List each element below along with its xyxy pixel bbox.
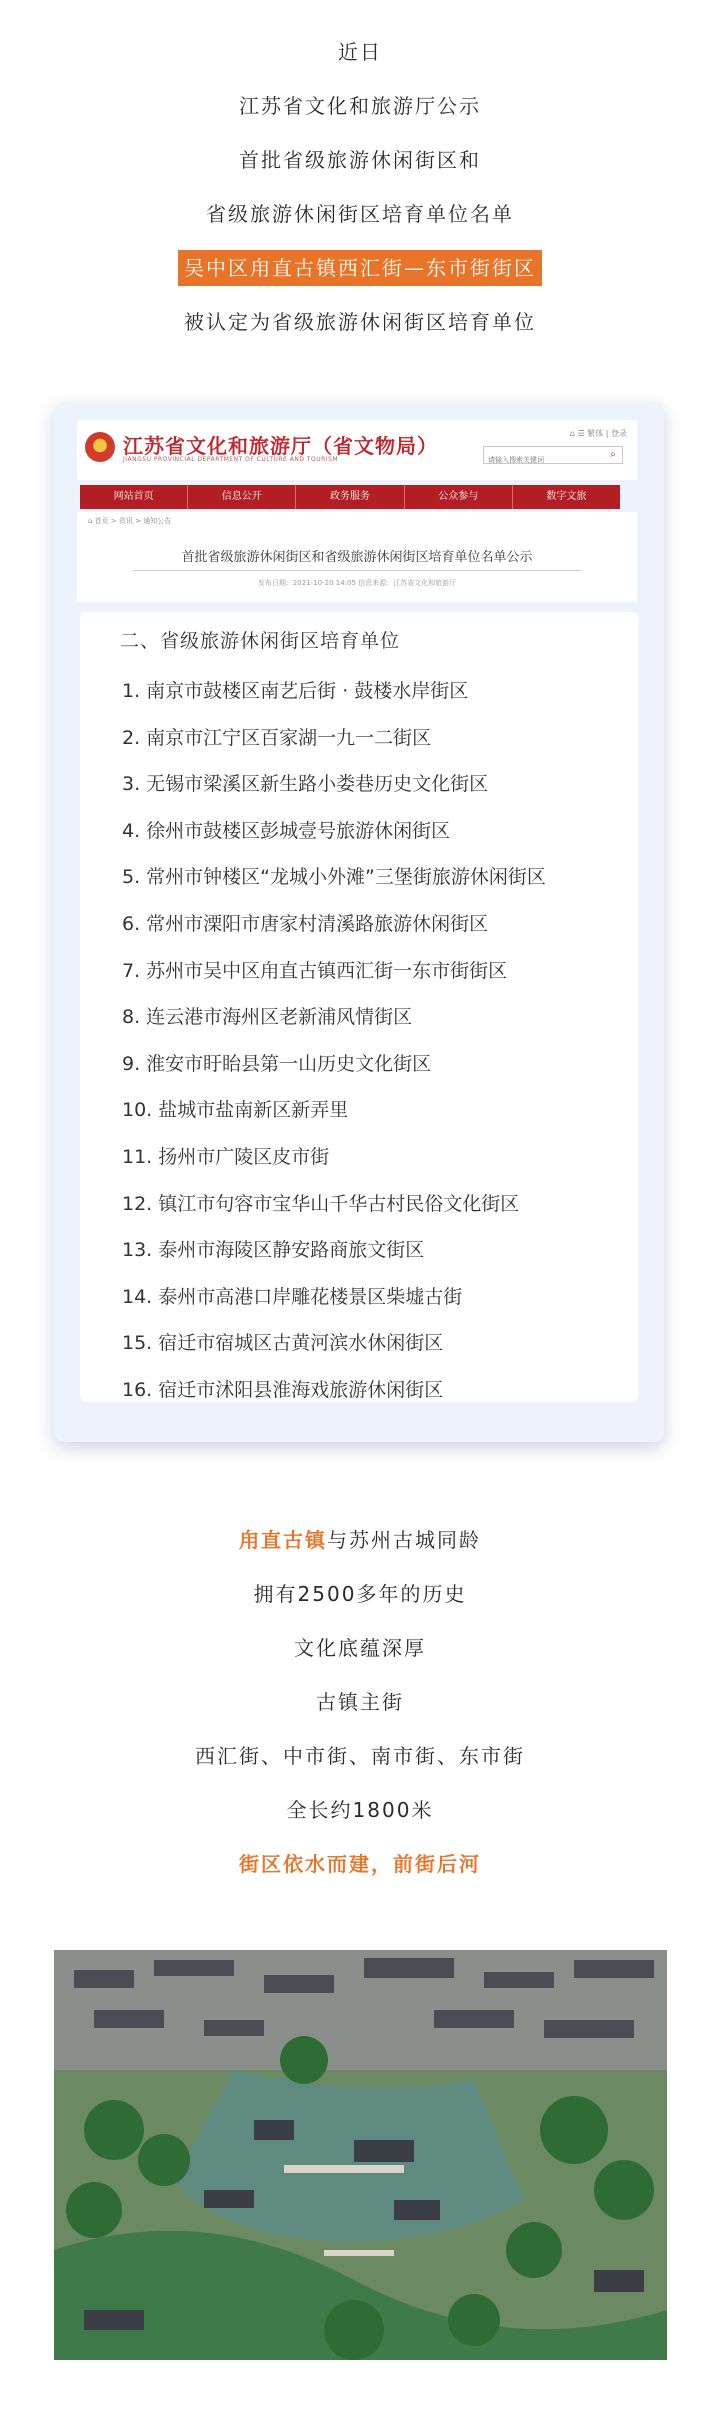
list-item: 3. 无锡市梁溪区新生路小娄巷历史文化街区: [122, 773, 489, 796]
list-item: 16. 宿迁市沭阳县淮海戏旅游休闲街区: [122, 1378, 444, 1401]
breadcrumb[interactable]: ⌂ 首页 > 资讯 > 通知公告: [88, 517, 172, 525]
intro-line: 首批省级旅游休闲街区和: [239, 148, 481, 172]
intro-line: 被认定为省级旅游休闲街区培育单位: [184, 310, 536, 334]
list-item: 14. 泰州市高港口岸雕花楼景区柴墟古街: [122, 1285, 463, 1308]
list-item: 6. 常州市溧阳市唐家村清溪路旅游休闲街区: [122, 912, 489, 935]
divider: [133, 570, 581, 571]
site-search-box[interactable]: [483, 446, 623, 464]
highlight-text: 吴中区甪直古镇西汇街—东市街街区: [178, 250, 542, 286]
outro-line: 文化底蕴深厚: [294, 1636, 426, 1660]
outro-line: [0, 1518, 720, 1572]
list-item: 5. 常州市钟楼区“龙城小外滩”三堡街旅游休闲街区: [122, 866, 546, 889]
list-item: 15. 宿迁市宿城区古黄河滨水休闲街区: [122, 1332, 444, 1355]
nav-item-home[interactable]: 网站首页: [80, 485, 188, 509]
list-item: 10. 盐城市盐南新区新弄里: [122, 1099, 349, 1122]
list-item: 7. 苏州市吴中区甪直古镇西汇街一东市街街区: [122, 959, 508, 982]
list-panel: [80, 612, 638, 1402]
list-item: 4. 徐州市鼓楼区彭城壹号旅游休闲街区: [122, 819, 451, 842]
nav-item-services[interactable]: 政务服务: [296, 485, 404, 509]
nav-item-participation[interactable]: 公众参与: [405, 485, 513, 509]
outro-line: 拥有2500多年的历史: [253, 1582, 467, 1606]
outro-line: 西汇街、中市街、南市街、东市街: [195, 1744, 525, 1768]
list-item: 12. 镇江市句容市宝华山千华古村民俗文化街区: [122, 1192, 520, 1215]
outro-line: 全长约1800米: [286, 1798, 434, 1822]
aerial-photo: [54, 1950, 667, 2360]
outro-highlight-line: 街区依水而建，前街后河: [239, 1852, 481, 1876]
top-links[interactable]: ⌂ ☰ 繁体 | 登录: [569, 429, 627, 438]
search-icon[interactable]: ⌕: [610, 449, 616, 460]
list-heading: 二、省级旅游休闲街区培育单位: [120, 630, 401, 652]
outro-text: 与苏州古城同龄: [327, 1528, 481, 1552]
nav-item-info[interactable]: 信息公开: [188, 485, 296, 509]
document-meta: 发布日期：2021-10-20 14:05 信息来源：江苏省文化和旅游厅: [257, 579, 457, 587]
list-item: 9. 淮安市盱眙县第一山历史文化街区: [122, 1052, 432, 1075]
list-item: 1. 南京市鼓楼区南艺后街 · 鼓楼水岸街区: [122, 680, 469, 702]
nav-item-digital[interactable]: 数字文旅: [546, 491, 587, 502]
list-item: 8. 连云港市海州区老新浦风情街区: [122, 1006, 413, 1029]
accent-text: 甪直古镇: [239, 1528, 327, 1552]
intro-highlight-line: [0, 246, 720, 300]
list-item: 2. 南京市江宁区百家湖一九一二街区: [122, 726, 432, 749]
site-header: [77, 420, 637, 480]
document-title: 首批省级旅游休闲街区和省级旅游休闲街区培育单位名单公示: [181, 550, 533, 565]
site-nav: [80, 485, 620, 509]
intro-line: 省级旅游休闲街区培育单位名单: [206, 202, 514, 226]
intro-block: [0, 30, 720, 354]
intro-line: 江苏省文化和旅游厅公示: [239, 94, 481, 118]
site-subtitle: JIANGSU PROVINCIAL DEPARTMENT OF CULTURE AND TOURISM: [123, 456, 339, 463]
district-list: [122, 668, 546, 1414]
list-item: 13. 泰州市海陵区静安路商旅文街区: [122, 1239, 425, 1262]
outro-block: [0, 1518, 720, 1896]
list-item: 11. 扬州市广陵区皮市街: [122, 1145, 330, 1168]
national-emblem-icon: [85, 432, 115, 462]
search-input[interactable]: [484, 453, 602, 467]
aerial-photo-illustration: [54, 1950, 667, 2360]
intro-line: 近日: [338, 40, 382, 64]
site-title: 江苏省文化和旅游厅（省文物局）: [123, 434, 438, 458]
outro-line: 古镇主街: [316, 1690, 404, 1714]
